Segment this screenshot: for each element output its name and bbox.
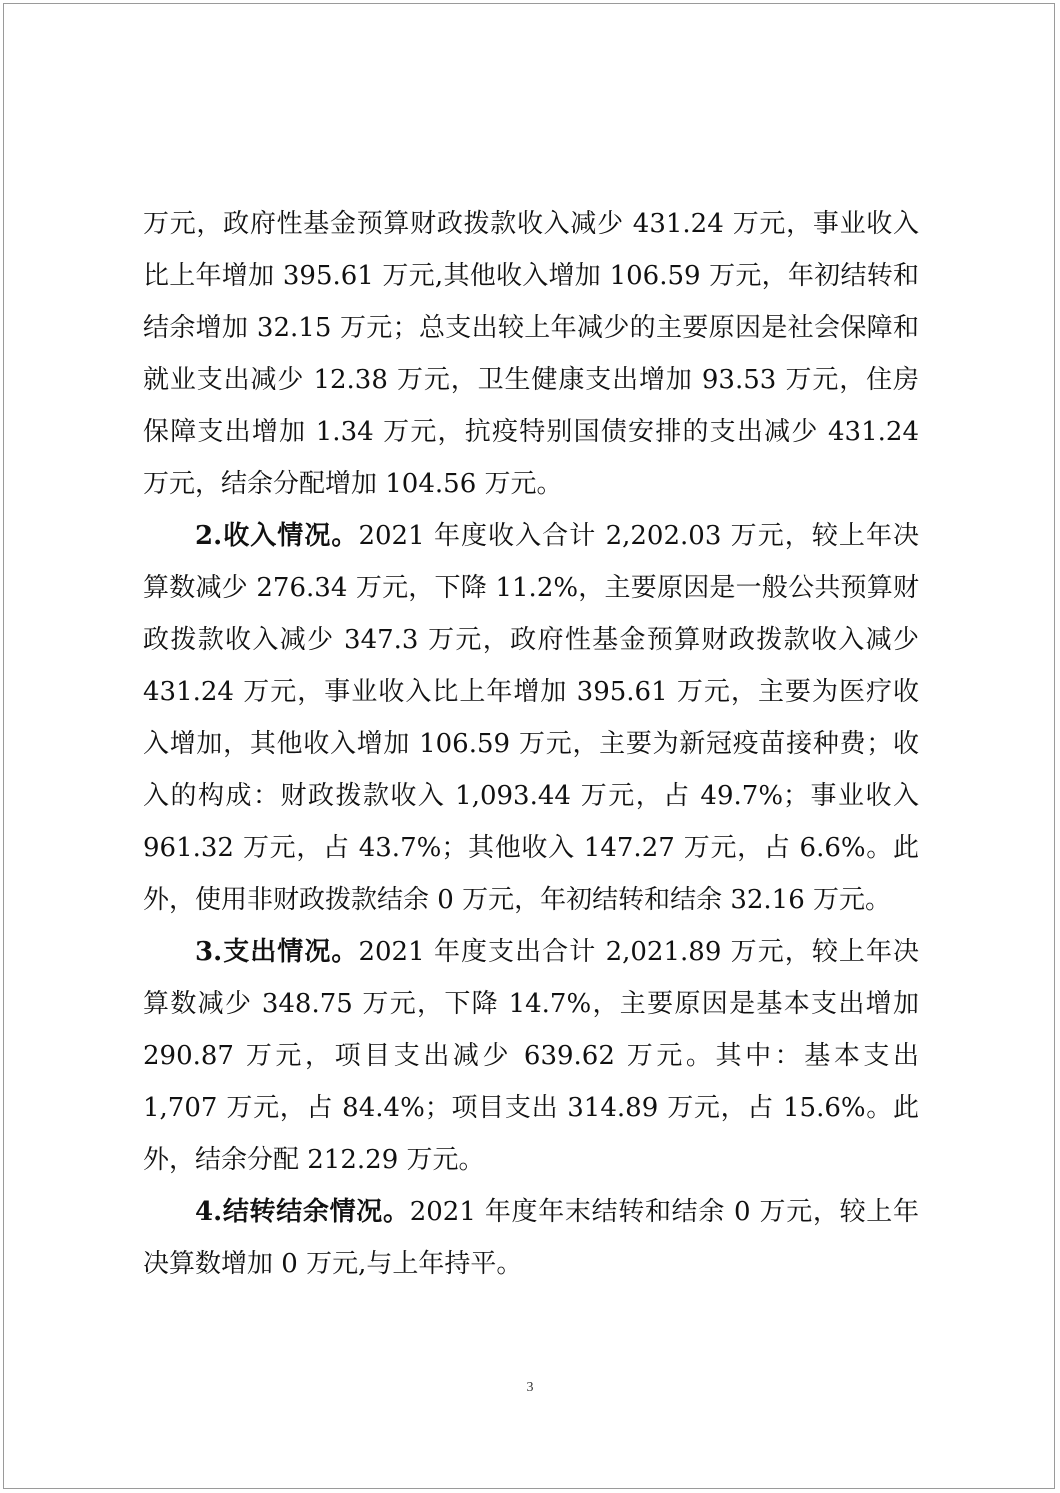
expenditure-text: 2021 年度支出合计 2,021.89 万元，较上年决算数减少 348.75 万元，下降 14.7%，主要原因是基本支出增加 290.87 万元，项目支出减少 639.62 万元。其中：基本支出 1,707 万元，占 84.4%；项目支出 314.89 万元，占 15.6%。此外，结余分配 212.29 万元。 xyxy=(143,937,919,1175)
heading-expenditure: 3.支出情况。 xyxy=(195,937,359,967)
paragraph-income xyxy=(143,510,919,926)
paragraph-carryover xyxy=(143,1186,919,1290)
page-number: 3 xyxy=(526,1380,534,1395)
document-body xyxy=(143,198,919,1290)
paragraph-continuation: 万元，政府性基金预算财政拨款收入减少 431.24 万元，事业收入比上年增加 395.61 万元,其他收入增加 106.59 万元，年初结转和结余增加 32.15 万元；总支出较上年减少的主要原因是社会保障和就业支出减少 12.38 万元，卫生健康支出增加 93.53 万元，住房保障支出增加 1.34 万元，抗疫特别国债安排的支出减少 431.24 万元，结余分配增加 104.56 万元。 xyxy=(143,209,919,499)
paragraph-expenditure xyxy=(143,926,919,1186)
heading-income: 2.收入情况。 xyxy=(195,521,359,551)
income-text: 2021 年度收入合计 2,202.03 万元，较上年决算数减少 276.34 万元，下降 11.2%，主要原因是一般公共预算财政拨款收入减少 347.3 万元，政府性基金预算财政拨款收入减少 431.24 万元，事业收入比上年增加 395.61 万元，主要为医疗收入增加，其他收入增加 106.59 万元，主要为新冠疫苗接种费；收入的构成：财政拨款收入 1,093.44 万元，占 49.7%；事业收入 961.32 万元，占 43.7%；其他收入 147.27 万元，占 6.6%。此外，使用非财政拨款结余 0 万元，年初结转和结余 32.16 万元。 xyxy=(143,521,919,915)
carryover-text: 2021 年度年末结转和结余 0 万元，较上年决算数增加 0 万元,与上年持平。 xyxy=(143,1197,919,1279)
heading-carryover: 4.结转结余情况。 xyxy=(195,1197,410,1227)
